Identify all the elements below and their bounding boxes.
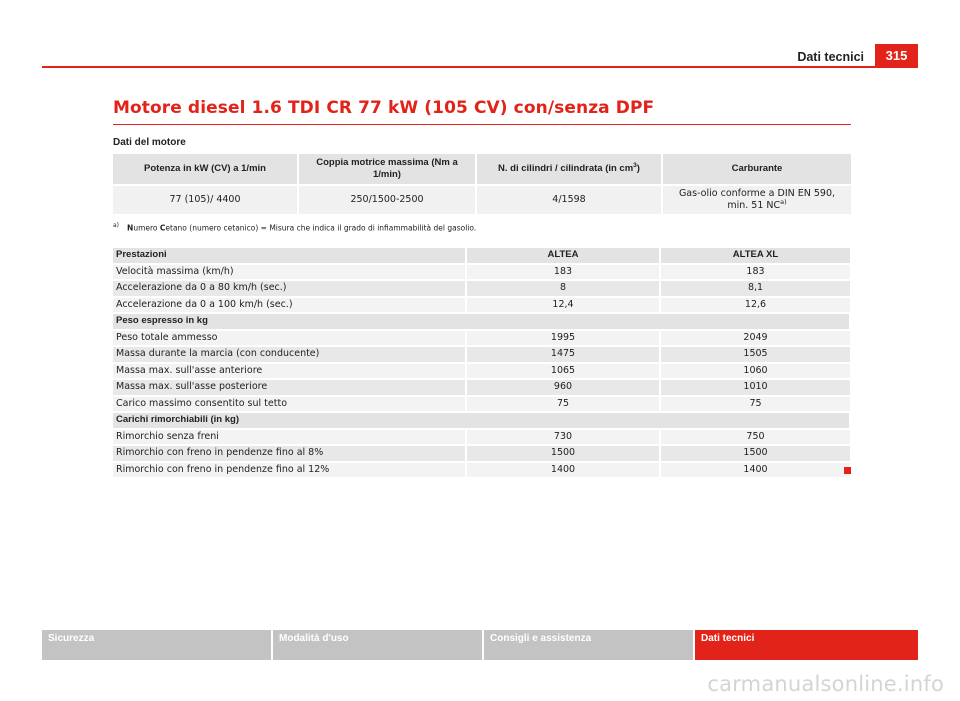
header-section-title: Dati tecnici: [797, 50, 864, 64]
table-row: [113, 280, 850, 297]
table-row: [113, 462, 850, 479]
row-altea-value: 1500: [466, 445, 660, 462]
footer-nav: [42, 630, 918, 660]
row-label: Massa max. sull'asse posteriore: [113, 379, 466, 396]
row-label: Peso totale ammesso: [113, 330, 466, 347]
table-row: [113, 330, 850, 347]
table-row: [113, 445, 850, 462]
footer-tab-sicurezza[interactable]: Sicurezza: [42, 630, 271, 660]
row-label: Rimorchio con freno in pendenze fino al 12%: [113, 462, 466, 479]
row-altea-value: 75: [466, 396, 660, 413]
row-altea-xl-value: 1010: [660, 379, 850, 396]
row-altea-value: 12,4: [466, 297, 660, 314]
performance-header-altea: ALTEA: [466, 248, 660, 264]
performance-header-row: [113, 248, 850, 264]
row-altea-xl-value: 183: [660, 264, 850, 281]
performance-header-altea-xl: ALTEA XL: [660, 248, 850, 264]
engine-data-table: [113, 154, 851, 214]
trailer-section-header: Carichi rimorchiabili (in kg): [113, 412, 850, 429]
row-altea-xl-value: 1060: [660, 363, 850, 380]
row-label: Massa durante la marcia (con conducente): [113, 346, 466, 363]
engine-col-cylinders-close: ): [636, 163, 640, 174]
engine-col-power: Potenza in kW (CV) a 1/min: [113, 154, 298, 184]
row-altea-xl-value: 12,6: [660, 297, 850, 314]
row-altea-value: 1995: [466, 330, 660, 347]
header-rule: [42, 66, 918, 68]
footnote-mark: a): [113, 222, 120, 229]
row-altea-xl-value: 8,1: [660, 280, 850, 297]
row-label: Rimorchio senza freni: [113, 429, 466, 446]
row-altea-value: 960: [466, 379, 660, 396]
row-altea-xl-value: 1500: [660, 445, 850, 462]
engine-cylinders-value: 4/1598: [476, 186, 662, 214]
footnote-n-rest: umero: [133, 223, 160, 233]
footer-tab-dati-tecnici[interactable]: Dati tecnici: [695, 630, 918, 660]
footnote-n-letter: N: [127, 223, 134, 233]
row-label: Carico massimo consentito sul tetto: [113, 396, 466, 413]
table-row: [113, 363, 850, 380]
engine-col-torque: Coppia motrice massima (Nm a 1/min): [298, 154, 476, 184]
performance-table: [113, 248, 851, 479]
footnote: [113, 222, 476, 233]
weight-section-row: [113, 313, 850, 330]
engine-col-cylinders: [476, 154, 662, 184]
row-altea-xl-value: 2049: [660, 330, 850, 347]
page-title: Motore diesel 1.6 TDI CR 77 kW (105 CV) con/senza DPF: [113, 98, 655, 118]
fuel-footnote-ref: a): [780, 197, 787, 206]
table-row: [113, 429, 850, 446]
row-altea-value: 730: [466, 429, 660, 446]
title-rule: [113, 124, 851, 125]
page-number: 315: [875, 44, 918, 68]
engine-fuel-value: [662, 186, 851, 214]
row-altea-value: 1400: [466, 462, 660, 479]
row-altea-xl-value: 1400: [660, 462, 850, 479]
row-label: Accelerazione da 0 a 100 km/h (sec.): [113, 297, 466, 314]
engine-fuel-text: Gas-olio conforme a DIN EN 590, min. 51 NC: [678, 188, 836, 211]
engine-torque-value: 250/1500-2500: [298, 186, 476, 214]
engine-col-cylinders-text: N. di cilindri / cilindrata (in cm: [498, 163, 634, 174]
row-altea-value: 1065: [466, 363, 660, 380]
engine-power-value: 77 (105)/ 4400: [113, 186, 298, 214]
footnote-c-rest: etano (numero cetanico) = Misura che indica il grado di infiammabilità del gasolio.: [165, 223, 477, 233]
footnote-c-letter: C: [159, 223, 166, 233]
row-altea-xl-value: 75: [660, 396, 850, 413]
footer-tab-consigli-assistenza[interactable]: Consigli e assistenza: [484, 630, 693, 660]
engine-table-row: [113, 186, 851, 214]
performance-header-label: Prestazioni: [113, 248, 466, 264]
watermark: carmanualsonline.info: [707, 672, 944, 696]
row-label: Velocità massima (km/h): [113, 264, 466, 281]
weight-section-header: Peso espresso in kg: [113, 313, 850, 330]
row-altea-value: 8: [466, 280, 660, 297]
row-label: Accelerazione da 0 a 80 km/h (sec.): [113, 280, 466, 297]
row-altea-value: 183: [466, 264, 660, 281]
engine-col-fuel: Carburante: [662, 154, 851, 184]
table-row: [113, 297, 850, 314]
row-altea-xl-value: 750: [660, 429, 850, 446]
engine-section-label: Dati del motore: [113, 137, 186, 148]
cm3-superscript: 3: [633, 161, 637, 169]
section-end-marker: [844, 467, 851, 474]
row-label: Rimorchio con freno in pendenze fino al 8%: [113, 445, 466, 462]
table-row: [113, 346, 850, 363]
footer-tab-modalita-uso[interactable]: Modalità d'uso: [273, 630, 482, 660]
engine-table-header: [113, 154, 851, 184]
row-altea-xl-value: 1505: [660, 346, 850, 363]
table-row: [113, 379, 850, 396]
trailer-section-row: [113, 412, 850, 429]
table-row: [113, 264, 850, 281]
row-altea-value: 1475: [466, 346, 660, 363]
table-row: [113, 396, 850, 413]
row-label: Massa max. sull'asse anteriore: [113, 363, 466, 380]
